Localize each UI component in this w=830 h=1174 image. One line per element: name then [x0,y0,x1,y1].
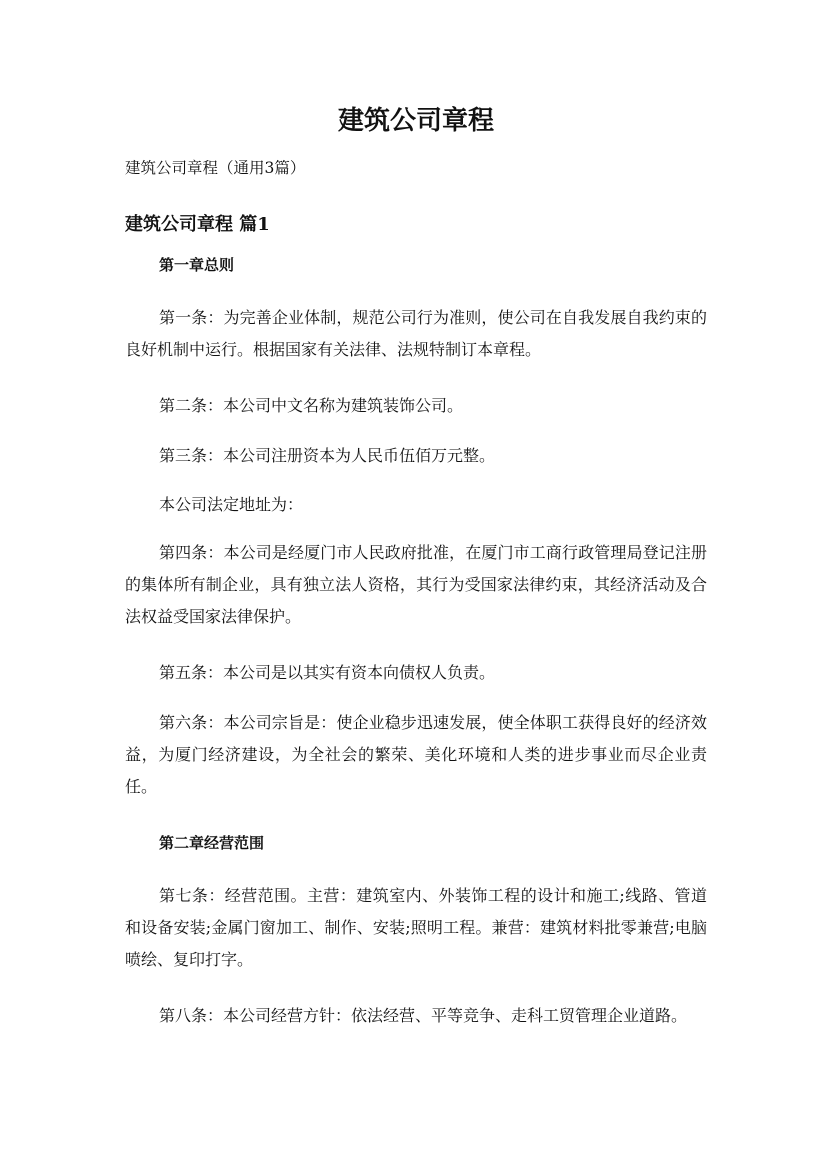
chapter-heading: 第二章经营范围 [159,834,265,852]
document-body [125,252,707,1032]
article-paragraph: 本公司法定地址为： [159,495,304,514]
article-paragraph: 第五条：本公司是以其实有资本向债权人负责。 [159,663,496,682]
article-paragraph: 第四条：本公司是经厦门市人民政府批准，在厦门市工商行政管理局登记注册的集体所有制企业，具有独立法人资格，其行为受国家法律约束，其经济活动及合法权益受国家法律保护。 [125,543,707,626]
article-paragraph: 第三条：本公司注册资本为人民币伍佰万元整。 [159,446,496,465]
article-paragraph: 第六条：本公司宗旨是：使企业稳步迅速发展，使全体职工获得良好的经济效益，为厦门经济建设，为全社会的繁荣、美化环境和人类的进步事业而尽企业责任。 [125,713,707,796]
article-paragraph: 第八条：本公司经营方针：依法经营、平等竞争、走科工贸管理企业道路。 [159,1006,688,1025]
article-paragraph: 第一条：为完善企业体制，规范公司行为准则，使公司在自我发展自我约束的良好机制中运行。根据国家有关法律、法规特制订本章程。 [125,308,707,359]
article-paragraph: 第七条：经营范围。主营：建筑室内、外装饰工程的设计和施工;线路、管道和设备安装;金属门窗加工、制作、安装;照明工程。兼营：建筑材料批零兼营;电脑喷绘、复印打字。 [125,886,707,969]
section-heading: 建筑公司章程 篇1 [125,214,270,235]
chapter-heading: 第一章总则 [159,256,235,274]
article-paragraph: 第二条：本公司中文名称为建筑装饰公司。 [159,396,464,415]
document-subtitle: 建筑公司章程（通用3篇） [125,159,306,177]
document-title: 建筑公司章程 [337,106,494,136]
